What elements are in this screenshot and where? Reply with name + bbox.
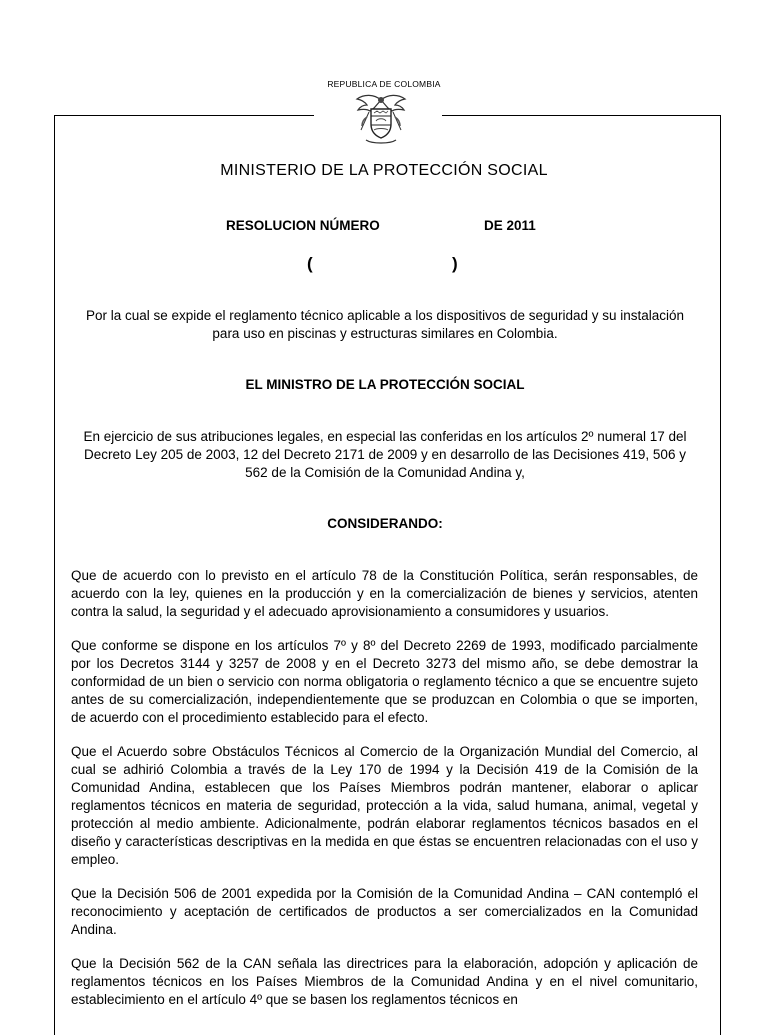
frame-top-right-line xyxy=(442,115,721,116)
considerando-paragraph-5: Que la Decisión 562 de la CAN señala las directrices para la elaboración, adopción y aplicación de reglamentos técnicos en los Países Miembros de la Comunidad Andina y en el nivel comunitario, establecimiento en el artículo 4º que se basen los reglamentos técnicos en xyxy=(71,956,698,1007)
republic-label: REPUBLICA DE COLOMBIA xyxy=(327,79,441,89)
considerando-heading: CONSIDERANDO: xyxy=(327,516,443,531)
legal-powers-paragraph: En ejercicio de sus atribuciones legales, en especial las conferidas en los artículos 2º numeral 17 del Decreto Ley 205 de 2003, 12 del Decreto 2171 de 2009 y en desarrollo de las Decisiones 419, 506 y 562 de la Comisión de la Comunidad Andina y, xyxy=(83,429,687,480)
ministry-title: MINISTERIO DE LA PROTECCIÓN SOCIAL xyxy=(220,162,548,179)
coat-of-arms-icon xyxy=(352,90,410,148)
resolution-date-close-paren: ) xyxy=(452,254,458,273)
considerando-paragraph-1: Que de acuerdo con lo previsto en el artículo 78 de la Constitución Política, serán responsables, de acuerdo con la ley, quienes en la producción y en la comercialización de bienes y servicios, atenten contra la salud, la seguridad y el adecuado aprovisionamiento a consumidores y usuarios. xyxy=(71,568,698,619)
considerando-paragraph-4: Que la Decisión 506 de 2001 expedida por la Comisión de la Comunidad Andina – CAN contempló el reconocimiento y aceptación de certificados de productos a ser comercializados en la Comunidad Andina. xyxy=(71,886,698,937)
considerando-paragraph-2: Que conforme se dispone en los artículos 7º y 8º del Decreto 2269 de 1993, modificado parcialmente por los Decretos 3144 y 3257 de 2008 y en el Decreto 3273 del mismo año, se debe demostrar la conformidad de un bien o servicio con norma obligatoria o reglamento técnico a que se encuentre sujeto antes de su comercialización, independientemente que se produzcan en Colombia o que se importen, de acuerdo con el procedimiento establecido para el efecto. xyxy=(71,638,698,725)
frame-right-line xyxy=(720,115,721,1035)
resolution-year: DE 2011 xyxy=(484,218,536,233)
frame-top-left-line xyxy=(54,115,314,116)
minister-heading: EL MINISTRO DE LA PROTECCIÓN SOCIAL xyxy=(245,377,525,392)
considerando-paragraph-3: Que el Acuerdo sobre Obstáculos Técnicos al Comercio de la Organización Mundial del Comercio, al cual se adhirió Colombia a través de la Ley 170 de 1994 y la Decisión 419 de la Comisión de la Comunidad Andina, establecen que los Países Miembros podrán mantener, elaborar o aplicar reglamentos técnicos en materia de seguridad, protección a la vida, salud humana, animal, vegetal y protección al medio ambiente. Adicionalmente, podrán elaborar reglamentos técnicos basados en el diseño y características descriptivas en la medida en que éstas se encuentren relacionadas con el uso y empleo. xyxy=(71,744,698,867)
resolution-subject: Por la cual se expide el reglamento técnico aplicable a los dispositivos de seguridad y su instalación para uso en piscinas y estructuras similares en Colombia. xyxy=(85,308,685,341)
resolution-number-label: RESOLUCION NÚMERO xyxy=(226,218,380,233)
considerando-body xyxy=(71,567,698,1025)
frame-left-line xyxy=(54,115,55,1035)
resolution-date-open-paren: ( xyxy=(307,254,313,273)
